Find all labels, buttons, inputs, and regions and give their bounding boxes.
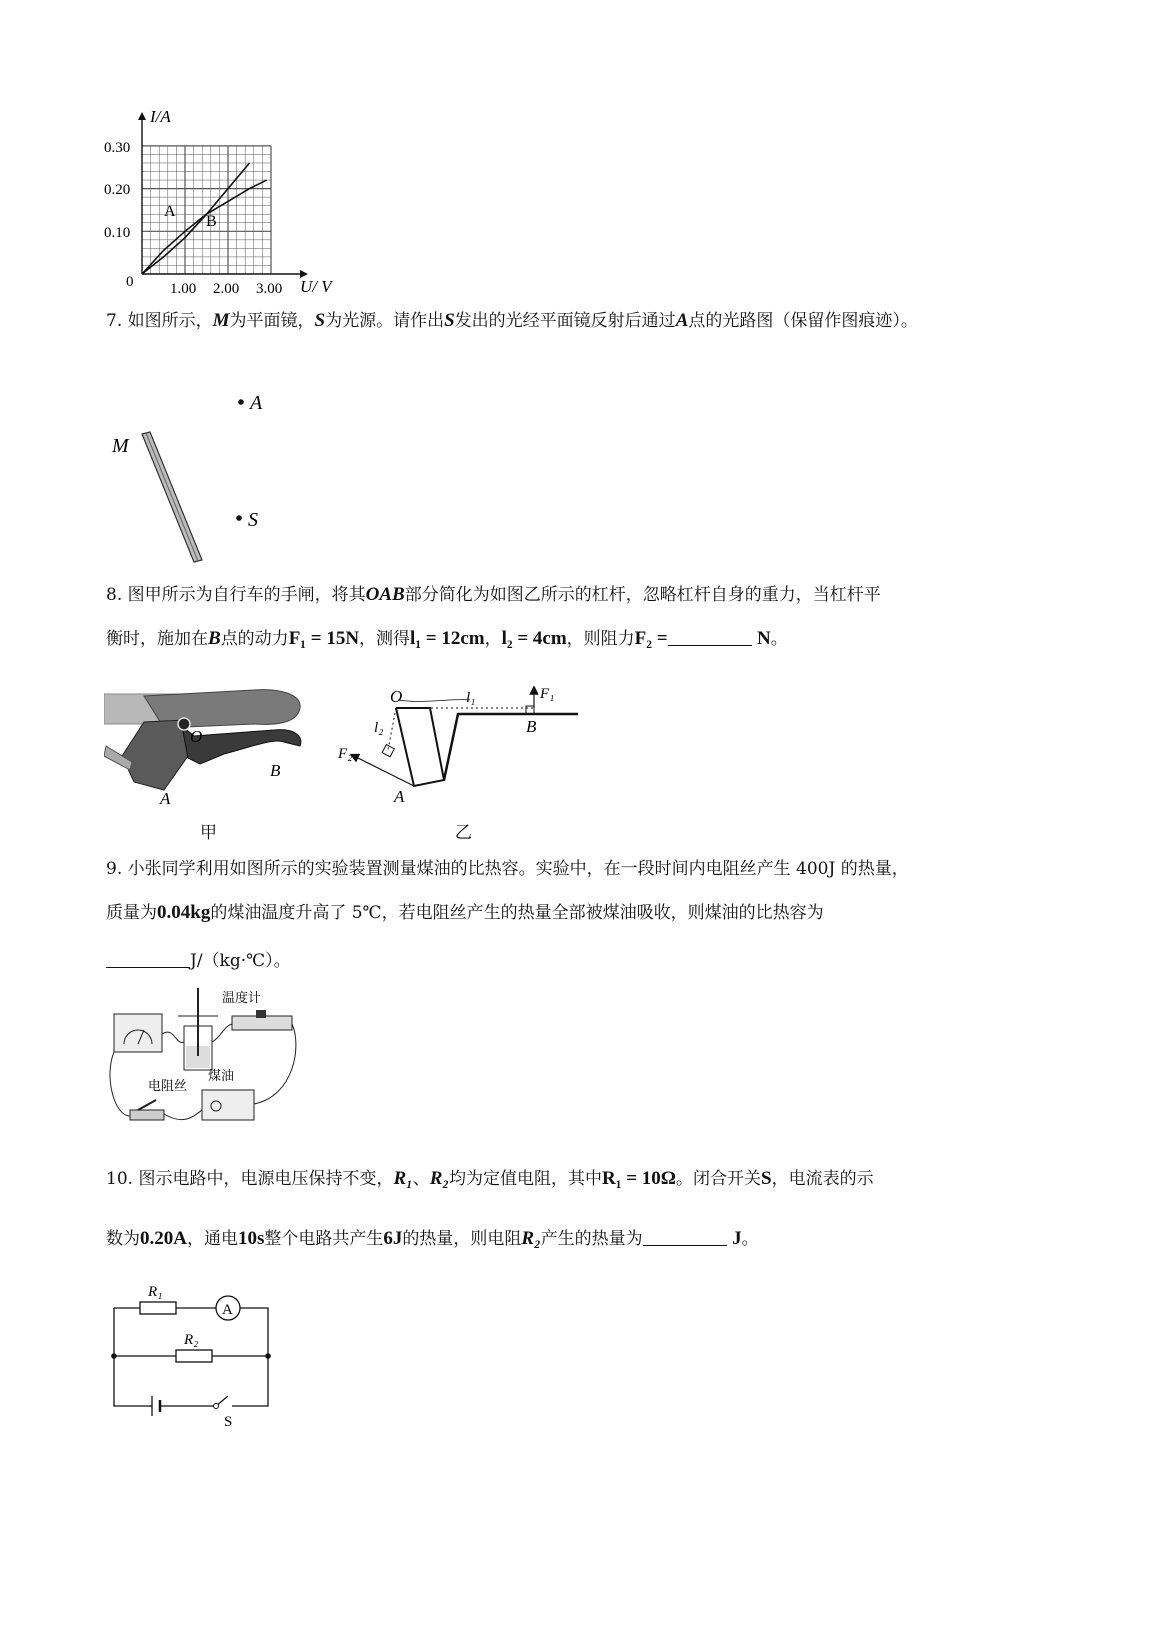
y-axis-label: I/A [150, 107, 171, 126]
diag-label-a: A [394, 787, 405, 806]
label-thermometer: 温度计 [222, 991, 262, 1006]
series-label-b: B [206, 213, 217, 230]
meter [114, 1014, 162, 1052]
question-10: 10. 图示电路中，电源电压保持不变，R₁、R₂均为定值电阻，其中R₁ = 10Ω。闭合开关S，电流表的示 [106, 1168, 874, 1189]
mirror-figure [100, 380, 300, 580]
switch [130, 1110, 164, 1120]
photo-label-o: O [190, 727, 203, 746]
question-8-line2: 衡时，施加在B点的动力F₁ = 15N，测得l₁ = 12cm，l₂ = 4cm，则阻力F₂ = N。 [106, 628, 788, 649]
power-supply [202, 1090, 254, 1120]
junction [111, 1353, 117, 1359]
point-a [238, 399, 244, 405]
y-arrow [138, 112, 146, 120]
f2-arrow [354, 756, 414, 786]
caption-yi: 乙 [455, 823, 472, 843]
junction [265, 1353, 271, 1359]
resistor-r2 [176, 1350, 212, 1362]
label-wire: 电阻丝 [148, 1079, 188, 1094]
l2-line [388, 708, 396, 750]
photo-label-a: A [160, 789, 171, 806]
brake-body [122, 720, 188, 790]
label-s: S [248, 509, 258, 531]
answer-blank[interactable] [668, 627, 752, 646]
origin-label: 0 [126, 274, 134, 290]
diag-label-l1: l₁ [466, 690, 476, 706]
question-7: 7. 如图所示，M为平面镜，S为光源。请作出S发出的光经平面镜反射后通过A点的光路图（保留作图痕迹）。 [106, 310, 918, 331]
label-switch: S [224, 1414, 233, 1430]
resistor-r1 [140, 1302, 176, 1314]
label-r1: R₁ [148, 1284, 163, 1300]
label-m: M [112, 435, 129, 457]
question-9: 9. 小张同学利用如图所示的实验装置测量煤油的比热容。实验中，在一段时间内电阻丝产生 400J 的热量， [106, 859, 909, 879]
diag-label-l2: l₂ [374, 720, 384, 736]
diag-label-b: B [526, 717, 537, 736]
graph-grid [142, 146, 271, 274]
lever-shape [396, 708, 444, 786]
answer-blank[interactable] [643, 1227, 727, 1246]
y-tick-label: 0.20 [104, 182, 131, 198]
x-tick-label: 3.00 [256, 281, 283, 297]
series-label-a: A [164, 203, 176, 220]
diag-label-f2: F₂ [338, 746, 353, 762]
caption-jia: 甲 [200, 823, 217, 843]
question-8: 8. 图甲所示为自行车的手闸，将其OAB部分简化为如图乙所示的杠杆，忽略杠杆自身的重力，当杠杆平 [106, 584, 881, 605]
label-r2: R₂ [184, 1332, 199, 1348]
heating-apparatus [104, 986, 304, 1138]
label-a: A [250, 392, 263, 414]
rheostat [232, 1016, 292, 1030]
x-axis-label: U/ V [300, 277, 332, 296]
x-tick-label: 2.00 [213, 281, 240, 297]
diag-label-o: O [390, 687, 403, 706]
x-tick-label: 1.00 [170, 281, 197, 297]
switch-pivot [214, 1404, 219, 1409]
y-tick-label: 0.30 [104, 140, 131, 156]
question-10-line2: 数为0.20A，通电10s整个电路共产生6J的热量，则电阻R₂产生的热量为 J。 [106, 1228, 759, 1249]
label-ammeter: A [222, 1302, 233, 1318]
question-9-line2: 质量为0.04kg的煤油温度升高了 5℃，若电阻丝产生的热量全部被煤油吸收，则煤油的比热容为 [106, 902, 824, 923]
pivot [178, 718, 190, 730]
brake-photo [104, 686, 314, 806]
question-9-line3: J/（kg·℃）。 [106, 944, 1066, 978]
y-tick-label: 0.10 [104, 225, 131, 241]
lever-diagram [334, 686, 584, 806]
point-s [236, 515, 242, 521]
diag-label-f1: F₁ [540, 686, 555, 702]
answer-blank[interactable] [106, 949, 190, 968]
photo-label-b: B [270, 761, 281, 780]
circuit-diagram [104, 1280, 284, 1430]
label-oil: 煤油 [208, 1069, 235, 1084]
iu-graph [100, 106, 360, 306]
